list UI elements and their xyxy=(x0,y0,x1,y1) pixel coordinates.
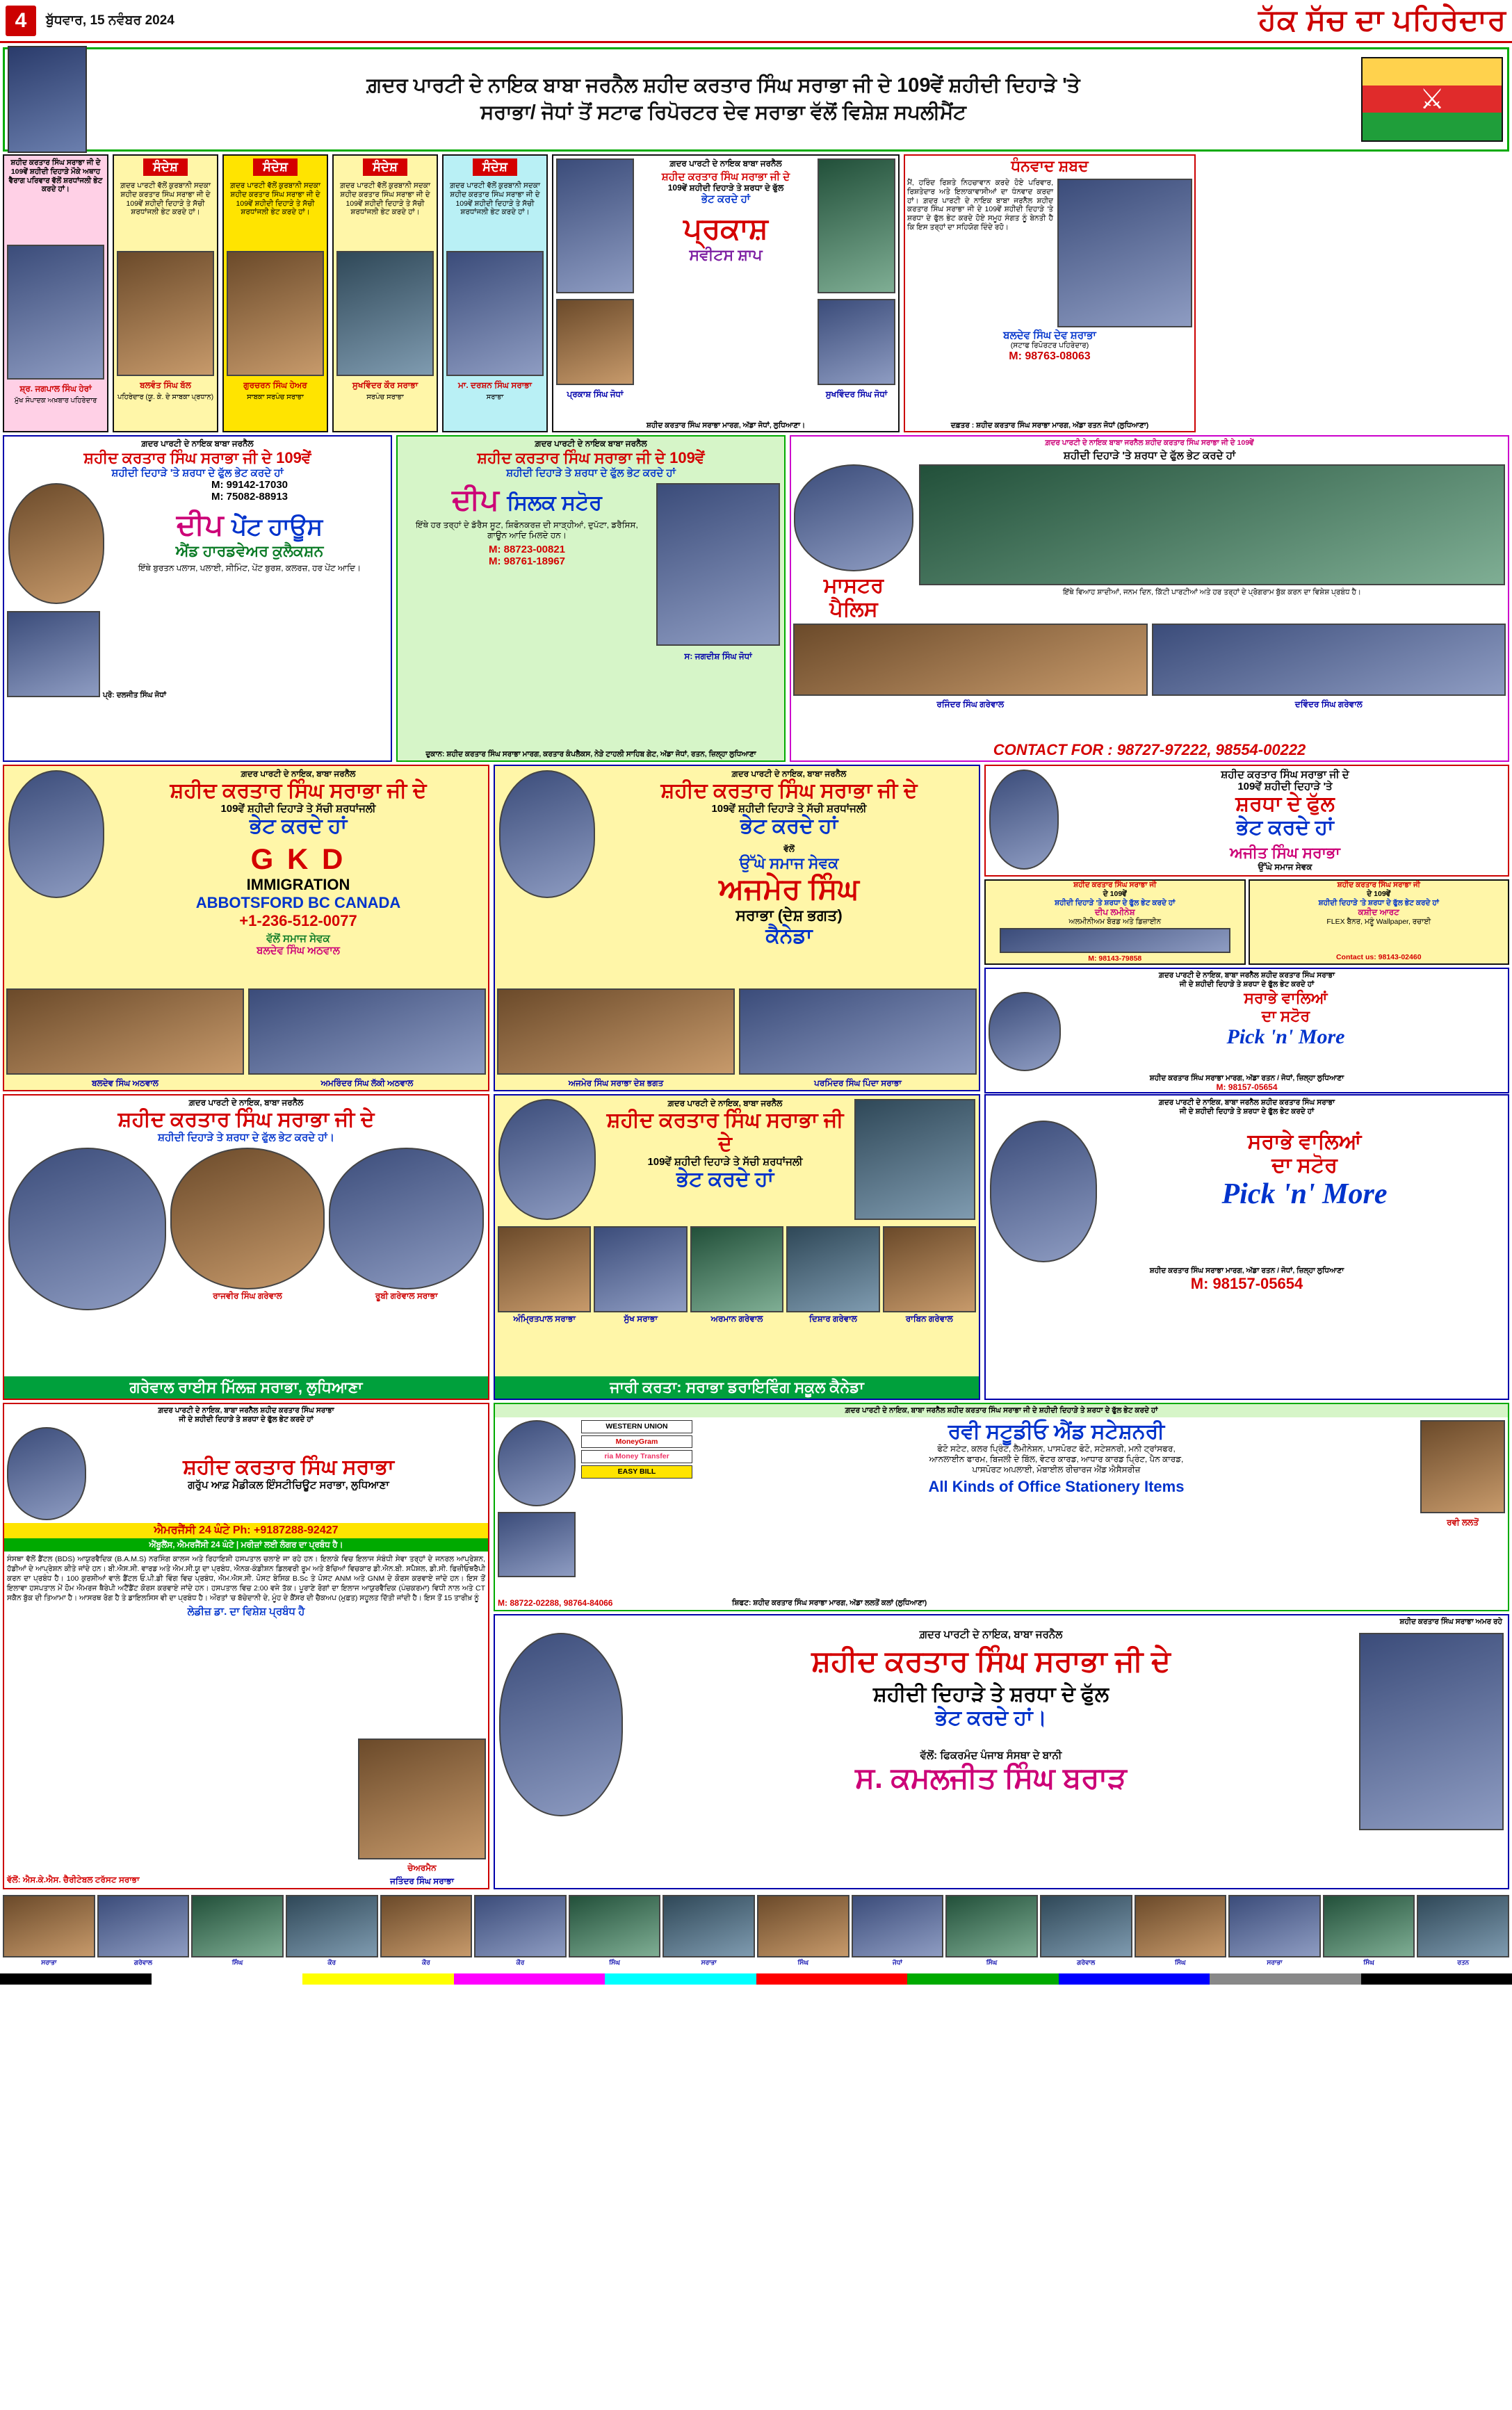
person-name-right: ਪਰਮਿੰਦਰ ਸਿੰਘ ਪਿੰਦਾ ਸਰਾਭਾ xyxy=(814,1078,902,1088)
brand-name-1: ਸਰਾਭੇ ਵਾਲਿਆਂ xyxy=(1247,1130,1362,1153)
strip-item xyxy=(1040,1895,1132,1968)
chairman-role: ਚੇਅਰਮੈਨ xyxy=(407,1863,437,1873)
person-name: ਸਿੰਘ xyxy=(1175,1959,1186,1966)
dev-sarabha-photo xyxy=(1057,179,1192,327)
person-photo xyxy=(117,251,214,376)
person-photo xyxy=(945,1895,1038,1957)
person-photo xyxy=(1417,1895,1509,1957)
row-medical-stationery xyxy=(0,1403,1512,1892)
ad-line-1: ਗ਼ਦਰ ਪਾਰਟੀ ਦੇ ਨਾਇਕ, ਬਾਬਾ ਜਰਨੈਲ xyxy=(667,1098,783,1108)
student-photo xyxy=(594,1226,687,1312)
strip-item xyxy=(757,1895,850,1968)
ad-line-3: ਸ਼ਹੀਦੀ ਦਿਹਾੜੇ ਤੇ ਸ਼ਰਧਾ ਦੇ ਫੁੱਲ ਭੇਟ ਕਰਦੇ ਹਾਂ। xyxy=(158,1132,334,1143)
easybill-logo: EASY BILL xyxy=(581,1465,692,1479)
tribute-text: ਸ਼ਹੀਦ ਕਰਤਾਰ ਸਿੰਘ ਸਰਾਭਾ ਜੀ ਦੇ 109ਵੇਂ ਸ਼ਹੀਦੀ ਦਿਹਾੜੇ ਮੌਕੇ ਅਥਾਹ ਵੈਰਾਗ ਪਰਿਵਾਰ ਵੱਲੋਂ ਸ਼ਰਧਾਂਜਲੀ ਭੇਟ ਕਰਦੇ ਹਾਂ। xyxy=(8,158,103,194)
page-number: 4 xyxy=(6,6,36,36)
brand-name: ਪ੍ਰਕਾਸ਼ xyxy=(683,212,768,245)
row-rice-driving xyxy=(0,1094,1512,1403)
ad-line-1: ਗ਼ਦਰ ਪਾਰਟੀ ਦੇ ਨਾਇਕ, ਬਾਬਾ ਜਰਨੈਲ xyxy=(241,769,356,779)
ad-line-2: ਸ਼ਹੀਦ ਕਰਤਾਰ ਸਿੰਘ ਸਰਾਭਾ ਜੀ ਦੇ xyxy=(660,779,918,802)
ad-phone[interactable]: M: 98157-05654 xyxy=(1190,1275,1303,1293)
person-role: ਸਰਪੰਚ ਸਰਾਭਾ xyxy=(366,393,404,401)
ad-line-1: ਗ਼ਦਰ ਪਾਰਟੀ ਦੇ ਨਾਇਕ, ਬਾਬਾ ਜਰਨੈਲ xyxy=(188,1098,304,1107)
ad-line-2: ਸ਼ਹੀਦ ਕਰਤਾਰ ਸਿੰਘ ਸਰਾਭਾ ਜੀ ਦੇ xyxy=(117,1108,375,1131)
ad-line-1: ਸ਼ਹੀਦ ਕਰਤਾਰ ਸਿੰਘ ਸਰਾਭਾ ਜੀ xyxy=(1337,881,1420,889)
ad-phone-2[interactable]: M: 98761-18967 xyxy=(488,555,566,567)
brand-subtitle: ਅਲਮੀਨੀਅਮ ਬੋਰਡ ਅਤੇ ਡਿਜ਼ਾਈਨ xyxy=(1068,918,1162,927)
strip-item xyxy=(1417,1895,1509,1968)
student-name: ਸੁੱਖ ਸਰਾਭਾ xyxy=(624,1314,658,1324)
owner-photo xyxy=(1000,928,1230,953)
ad-line-1: ਗ਼ਦਰ ਪਾਰਟੀ ਦੇ ਨਾਇਕ, ਬਾਬਾ ਜਰਨੈਲ xyxy=(919,1628,1063,1640)
crossed-swords-icon: ⚔ xyxy=(1420,84,1445,115)
institute-subtitle: ਗਰੁੱਪ ਆਫ਼ ਮੈਡੀਕਲ ਇੰਸਟੀਚਿਊਟ ਸਰਾਭਾ, ਲੁਧਿਆਣਾ xyxy=(188,1479,389,1492)
ad-phone[interactable]: M: 98143-79858 xyxy=(1088,954,1142,963)
strip-item xyxy=(945,1895,1038,1968)
person-photo-left xyxy=(497,988,735,1075)
ad-contact[interactable]: Contact us: 98143-02460 xyxy=(1335,953,1422,962)
person-photo xyxy=(380,1895,473,1957)
ad-line-2: ਜੀ ਦੇ ਸ਼ਹੀਦੀ ਦਿਹਾੜੇ ਤੇ ਸ਼ਰਧਾ ਦੇ ਫੁੱਲ ਭੇਟ ਕਰਦੇ ਹਾਂ xyxy=(179,1415,314,1424)
ad-phone[interactable]: +1-236-512-0077 xyxy=(239,912,357,929)
person-name: ਰਤਨ xyxy=(1457,1959,1470,1966)
owner-photo-2 xyxy=(1152,624,1506,696)
ad-kashid-art xyxy=(1249,879,1510,965)
person-name: ਕੌਰ xyxy=(327,1959,336,1966)
print-registration-colorbar xyxy=(0,1973,1512,1985)
ad-line-1: ਗ਼ਦਰ ਪਾਰਟੀ ਦੇ ਨਾਇਕ ਬਾਬਾ ਜਰਨੈਲ ਸ਼ਹੀਦ ਕਰਤਾਰ ਸਿੰਘ ਸਰਾਭਾ ਜੀ ਦੇ 109ਵੇਂ xyxy=(1045,439,1254,447)
brand-name-2: ਆਰਟ xyxy=(1379,907,1399,918)
ad-deep-silk-store xyxy=(396,435,786,762)
brand-name-en: Pick 'n' More xyxy=(1221,1178,1388,1210)
sandesh-ribbon: ਸੰਦੇਸ਼ xyxy=(363,158,407,176)
student-name: ਅੰਮ੍ਰਿਤਪਾਲ ਸਰਾਭਾ xyxy=(513,1314,576,1324)
ad-line-2: 109ਵੇਂ ਸ਼ਹੀਦੀ ਦਿਹਾੜੇ 'ਤੇ xyxy=(1237,781,1333,792)
student-name: ਰਾਬਿਨ ਗਰੇਵਾਲ xyxy=(905,1314,953,1324)
venue-photo xyxy=(919,464,1505,585)
ad-name: ਸ. ਕਮਲਜੀਤ ਸਿੰਘ ਬਰਾੜ xyxy=(855,1761,1127,1794)
ad-role: ਉੱਘੇ ਸਮਾਜ ਸੇਵਕ xyxy=(1258,862,1312,872)
person-photo xyxy=(3,1895,95,1957)
sarabha-photo xyxy=(7,1427,86,1520)
ad-line-3: 109ਵੇਂ ਸ਼ਹੀਦੀ ਦਿਹਾੜੇ ਤੇ ਸੱਚੀ ਸ਼ਰਧਾਂਜਲੀ xyxy=(647,1156,803,1168)
student-photo xyxy=(786,1226,879,1312)
person-name: ਕੌਰ xyxy=(421,1959,430,1966)
ad-footer: ਜਾਰੀ ਕਰਤਾ: ਸਰਾਭਾ ਡਰਾਇਵਿੰਗ ਸਕੂਲ ਕੈਨੇਡਾ xyxy=(495,1376,979,1399)
sarabha-photo xyxy=(990,1121,1097,1262)
ad-line-1: ਗ਼ਦਰ ਪਾਰਟੀ ਦੇ ਨਾਇਕ, ਬਾਬਾ ਜਰਨੈਲ ਸ਼ਹੀਦ ਕਰਤਾਰ ਸਿੰਘ ਸਰਾਭਾ xyxy=(1158,1098,1335,1107)
student-name: ਦਿਸ਼ਾਰ ਗਰੇਵਾਲ xyxy=(808,1314,857,1324)
strip-item xyxy=(474,1895,567,1968)
person-role: ਮੁੱਖ ਸੰਪਾਦਕ ਅਖ਼ਬਾਰ ਪਹਿਰੇਦਾਰ xyxy=(14,397,97,405)
owner-name: ਪ੍ਰੋ: ਦਲਜੀਤ ਸਿੰਘ ਜੋਧਾਂ xyxy=(103,691,166,700)
strip-item xyxy=(97,1895,190,1968)
brand-name-1: ਸਰਾਭੇ ਵਾਲਿਆਂ xyxy=(1244,988,1328,1007)
owner-name-2: ਦਵਿੰਦਰ ਸਿੰਘ ਗਰੇਵਾਲ xyxy=(1294,699,1363,709)
person-photo xyxy=(852,1895,944,1957)
brand-name-2: ਦਾ ਸਟੋਰ xyxy=(1271,1153,1338,1177)
brand-name-2: ਪੇਂਟ ਹਾਊਸ xyxy=(231,514,323,540)
person-name-1: ਰਾਜਵੀਰ ਸਿੰਘ ਗਰੇਵਾਲ xyxy=(213,1291,282,1301)
student-photo xyxy=(883,1226,976,1312)
ad-by-name: ਬਲਦੇਵ ਸਿੰਘ ਅਠਵਾਲ xyxy=(257,945,340,956)
institute-title: ਸ਼ਹੀਦ ਕਰਤਾਰ ਸਿੰਘ ਸਰਾਭਾ xyxy=(183,1456,394,1479)
person-photo xyxy=(662,1895,755,1957)
person-photo-1 xyxy=(170,1148,325,1289)
person-name-left: ਬਲਦੇਵ ਸਿੰਘ ਅਠਵਾਲ xyxy=(92,1078,158,1088)
thanks-title: ਧੰਨਵਾਦ ਸ਼ਬਦ xyxy=(1011,157,1089,174)
person-name: ਸਿੰਘ xyxy=(609,1959,620,1966)
person-photo-right xyxy=(739,988,977,1075)
sarabha-photo xyxy=(8,1148,166,1310)
emergency-line[interactable]: ਐਮਰਜੈਂਸੀ 24 ਘੰਟੇ Ph: +9187288-92427 xyxy=(4,1523,488,1538)
thanks-role: (ਸਟਾਫ ਰਿਪੋਰਟਰ ਪਹਿਰੇਦਾਰ) xyxy=(1010,341,1089,350)
ad-line-2: ਦੇ 109ਵੇਂ xyxy=(1103,889,1127,898)
thanks-phone[interactable]: M: 98763-08063 xyxy=(1009,350,1091,362)
ad-line-1: ਗ਼ਦਰ ਪਾਰਟੀ ਦੇ ਨਾਇਕ, ਬਾਬਾ ਜਰਨੈਲ ਸ਼ਹੀਦ ਕਰਤਾਰ ਸਿੰਘ ਸਰਾਭਾ ਜੀ ਦੇ ਸ਼ਹੀਦੀ ਦਿਹਾੜੇ ਤੇ ਸ਼ਰਧਾ ਦੇ ਫੁੱਲ ਭੇਟ ਕਰਦੇ ਹਾਂ xyxy=(495,1404,1508,1417)
ad-ajit-singh-sarabha xyxy=(984,765,1509,877)
ad-grewal-rice-mills xyxy=(3,1094,489,1400)
ad-line-2: ਸ਼ਹੀਦ ਕਰਤਾਰ ਸਿੰਘ ਸਰਾਭਾ ਜੀ ਦੇ xyxy=(606,1109,844,1155)
ad-line-3: 109ਵੇਂ ਸ਼ਹੀਦੀ ਦਿਹਾੜੇ ਤੇ ਸੱਚੀ ਸ਼ਰਧਾਂਜਲੀ xyxy=(220,803,376,815)
tagline: All Kinds of Office Stationery Items xyxy=(928,1477,1185,1495)
person-role: ਪਹਿਰੇਦਾਰ (ਯੂ. ਕੇ. ਦੇ ਸਾਬਕਾ ਪ੍ਰਧਾਨ) xyxy=(117,393,214,401)
brand-name-2: ਦਾ ਸਟੋਰ xyxy=(1261,1007,1310,1025)
ad-line-3: 109ਵੇਂ ਸ਼ਹੀਦੀ ਦਿਹਾੜੇ ਤੇ ਸ਼ਰਧਾ ਦੇ ਫੁੱਲ xyxy=(667,183,784,193)
sarabha-photo xyxy=(498,1099,596,1220)
services-1: ਫੋਟੋ ਸਟੇਟ, ਕਲਰ ਪ੍ਰਿੰਟ, ਲੈਮੀਨੇਸ਼ਨ, ਪਾਸਪੋਰਟ ਫੋਟੋ, ਸਟੇਸ਼ਨਰੀ, ਮਨੀ ਟ੍ਰਾਂਸਫਰ, xyxy=(937,1443,1176,1454)
ad-contact[interactable]: CONTACT FOR : 98727-97222, 98554-00222 xyxy=(993,741,1306,758)
ad-address: ਸ਼ਿਫਟ: ਸ਼ਹੀਦ ਕਰਤਾਰ ਸਿੰਘ ਸਰਾਭਾ ਮਾਰਗ, ਅੱਡਾ ਲਲਤੋਂ ਕਲਾਂ (ਲੁਧਿਆਣਾ) xyxy=(732,1599,927,1608)
owner-photo xyxy=(1420,1420,1505,1513)
person-name: ਸਿੰਘ xyxy=(1363,1959,1374,1966)
masthead-date: ਬੁੱਧਵਾਰ, 15 ਨਵੰਬਰ 2024 xyxy=(46,13,174,28)
ad-line-4: ਭੇਟ ਕਰਦੇ ਹਾਂ xyxy=(701,193,751,205)
strip-item xyxy=(1135,1895,1227,1968)
ad-line-1: ਸ਼ਹੀਦ ਕਰਤਾਰ ਸਿੰਘ ਸਰਾਭਾ ਜੀ ਦੇ xyxy=(1221,769,1349,781)
supplement-header-banner xyxy=(3,47,1509,152)
person-photo xyxy=(474,1895,567,1957)
owner-photo xyxy=(656,483,780,646)
row-shops xyxy=(0,435,1512,765)
strip-item xyxy=(569,1895,661,1968)
ad-sarabha-driving-school xyxy=(494,1094,980,1400)
ad-ravi-studio-stationery xyxy=(494,1403,1509,1611)
ad-line-2: ਸ਼ਹੀਦ ਕਰਤਾਰ ਸਿੰਘ ਸਰਾਭਾ ਜੀ ਦੇ xyxy=(170,779,427,802)
ad-phone-2[interactable]: M: 75082-88913 xyxy=(211,491,288,503)
thanks-body: ਮੈਂ, ਹਰਿੰਦ ਰਿਸ਼ਤੇ ਨਿਹਚਾਵਾਨ ਕਰਦੇ ਹੋਏ ਪਰਿਵਾਰ, ਰਿਸ਼ਤੇਦਾਰ ਅਤੇ ਇਲਾਕਾਵਾਸੀਆਂ ਦਾ ਧੰਨਵਾਦ ਕਰਦਾ ਹਾਂ। ਗ਼ਦਰ ਪਾਰਟੀ ਦੇ ਨਾਇਕ ਬਾਬਾ ਜਰਨੈਲ ਸ਼ਹੀਦ ਕਰਤਾਰ ਸਿੰਘ ਸਰਾਭਾ ਜੀ ਦੇ 109ਵੇਂ ਸ਼ਹੀਦੀ ਦਿਹਾੜੇ 'ਤੇ ਸ਼ਰਧਾ ਦੇ ਫੁੱਲ ਭੇਟ ਕਰਦੇ ਹੋਏ ਸਮੂਹ ਸੰਗਤ ਨੂੰ ਬੇਨਤੀ ਹੈ ਕਿ ਇਸ ਤਰ੍ਹਾਂ ਦਾ ਸਹਿਯੋਗ ਦਿੰਦੇ ਰਹੋ। xyxy=(907,179,1053,231)
ad-line-3: 109ਵੇਂ ਸ਼ਹੀਦੀ ਦਿਹਾੜੇ ਤੇ ਸੱਚੀ ਸ਼ਰਧਾਂਜਲੀ xyxy=(711,803,867,815)
owner-name-right: ਸੁਖਵਿੰਦਰ ਸਿੰਘ ਜੋਧਾਂ xyxy=(825,389,888,399)
brand-name: G K D xyxy=(250,842,346,875)
ad-line-3: ਭੇਟ ਕਰਦੇ ਹਾਂ। xyxy=(935,1706,1047,1729)
person-photo xyxy=(336,251,434,376)
ad-line-3: ਸ਼ਰਧਾ ਦੇ ਫੁੱਲ xyxy=(1235,792,1335,815)
person-photo xyxy=(227,251,324,376)
owner-photo-left xyxy=(556,299,634,385)
ad-line-1: ਗ਼ਦਰ ਪਾਰਟੀ ਦੇ ਨਾਇਕ, ਬਾਬਾ ਜਰਨੈਲ ਸ਼ਹੀਦ ਕਰਤਾਰ ਸਿੰਘ ਸਰਾਭਾ xyxy=(158,1406,334,1415)
tribute-text: ਗ਼ਦਰ ਪਾਰਟੀ ਵੱਲੋਂ ਕੁਰਬਾਨੀ ਸਦਕਾ ਸ਼ਹੀਦ ਕਰਤਾਰ ਸਿੰਘ ਸਰਾਭਾ ਜੀ ਦੇ 109ਵੇਂ ਸ਼ਹੀਦੀ ਦਿਹਾੜੇ ਤੇ ਸੱਚੀ ਸ਼ਰਧਾਂਜਲੀ ਭੇਟ ਕਰਦੇ ਹਾਂ। xyxy=(229,181,321,217)
printer-photo xyxy=(498,1512,576,1577)
brand-name-2: ਪੈਲਿਸ xyxy=(829,597,878,621)
ad-tags: FLEX ਬੈਨਰ, ਮਣੂੰ Wallpaper, ਰਚਾਈ xyxy=(1326,918,1431,927)
ad-line-1: ਸ਼ਹੀਦ ਕਰਤਾਰ ਸਿੰਘ ਸਰਾਭਾ ਜੀ xyxy=(1073,881,1157,889)
sarabha-photo xyxy=(498,1420,576,1506)
ad-line-4: ਭੇਟ ਕਰਦੇ ਹਾਂ xyxy=(740,815,838,838)
brand-subtitle: ਐਂਡ ਹਾਰਡਵੇਅਰ ਕੁਲੈਕਸ਼ਨ xyxy=(175,542,324,560)
owner-photo-1 xyxy=(793,624,1148,696)
ad-phone[interactable]: M: 88722-02288, 98764-84066 xyxy=(498,1598,613,1609)
tribute-card-sarpanch xyxy=(332,154,438,432)
ad-description: ਇੱਥੇ ਹਰ ਤਰ੍ਹਾਂ ਦੇ ਡੱਰੈਸ ਸੂਟ, ਸ਼ਿਫੋਨਕਰਜ਼ ਦੀ ਸਾੜ੍ਹੀਆਂ, ਦੁਪੱਟਾ, ਡਰੈਸਿਸ, ਗਾਊਨ ਆਦਿ ਮਿਲਦੇ ਹਨ। xyxy=(416,520,638,540)
brand-name: ਰਵੀ ਸਟੂਡੀਓ ਐਂਡ ਸਟੇਸ਼ਨਰੀ xyxy=(948,1419,1165,1443)
ghadar-party-flag xyxy=(1361,57,1503,142)
person-photo xyxy=(569,1895,661,1957)
person-role: ਸਾਬਕਾ ਸਰਪੰਚ ਸਰਾਭਾ xyxy=(247,393,304,401)
ad-place-1: ਸਰਾਭਾ (ਦੇਸ਼ ਭਗਤ) xyxy=(735,906,843,924)
thanks-name: ਬਲਦੇਵ ਸਿੰਘ ਦੇਵ ਸ਼ਰਾਭਾ xyxy=(1003,329,1096,341)
person-name: ਸਿੰਘ xyxy=(231,1959,243,1966)
person-photo-2 xyxy=(329,1148,484,1289)
sarabha-photo xyxy=(989,770,1059,870)
ad-line-4: ਭੇਟ ਕਰਦੇ ਹਾਂ xyxy=(676,1168,774,1191)
sarabha-photo xyxy=(556,158,634,293)
brand-name-en: Pick 'n' More xyxy=(1226,1025,1345,1048)
institute-body: ਸੰਸਥਾ ਵੱਲੋਂ ਡੈਂਟਲ (BDS) ਆਯੁਰਵੈਦਿਕ (B.A.M.S) ਨਰਸਿੰਗ ਕਾਲਜ ਅਤੇ ਰਿਹਾਇਸ਼ੀ ਹਸਪਤਾਲ ਚਲਾਏ ਜਾ ਰਹੇ ਹਨ। ਇਲਾਕੇ ਵਿਚ ਇਲਾਜ ਸੰਬੰਧੀ ਸੇਵਾ ਤਰ੍ਹਾਂ ਦੇ ਜਨਰਲ ਆਪ੍ਰੇਸ਼ਨ, ਹੱਡੀਆਂ ਦੇ ਆਪ੍ਰੇਸ਼ਨ ਕੀਤੇ ਜਾਂਦੇ ਹਨ। ਬੀ.ਐਸ.ਸੀ. ਵਾਰਡ ਅਤੇ ਐਮ.ਸੀ.ਯੂ ਦਾ ਪ੍ਰਬੰਧ, ਐਨਕ-ਕੰਡੀਸ਼ਨ ਡਿਲਵਰੀ ਰੂਮ ਅਤੇ ਬੱਚਿਆਂ ਵਿਚਕਾਰ ਡੀ.ਐਨ.ਬੀ. ਸਪੈਸ਼ਲ, ਡੀ.ਸੀ. ਫਿਜ਼ੀਓਥਰੈਪੀ ਕਰਨ ਦਾ ਪ੍ਰਬੰਧ ਹੈ। 100 ਕੁਰਸੀਆਂ ਵਾਲੇ ਡੈਂਟਲ ਓ.ਪੀ.ਡੀ ਵਿੰਗ ਵਿਚ ਪ੍ਰਬੰਧ, ਐਮ.ਐਸ.ਸੀ. ਪੋਸਟ ਬੇਸਿਕ B.Sc ਤੇ ਪੋਸਟ ANM ਅਤੇ GNM ਦੇ ਕੋਰਸ ਕਰਵਾਏ ਜਾਂਦੇ ਹਨ। ਇਸ ਤੋਂ ਇਲਾਵਾ ਹਸਪਤਾਲ ਮੇਂ ਹੋਮ ਐਮਰਜ ਥੈਰੇਪੀ ਅਟੈਂਡੈਂਟ ਕੋਰਸ ਕਰਵਾਏ ਜਾਂਦੇ ਹਨ। ਹਸਪਤਾਲ ਵਿਚ 2:00 ਵਜੇ ਤੱਕ। ਪੂਰਾਣੇ ਰੋਗਾਂ ਦਾ ਇਲਾਜ ਆਯੁਰਵੈਦਿਕ (ਪੰਚਕਰਮਾ) ਵਿਧੀ ਨਾਲ ਅਤੇ CT ਸਕੈਨ ਬੁੱਕ ਦੀ ਤਿਆਮਾ ਹੈ। ਆਸਰਥ ਰੋਗ ਹੈ ਤੇ ਡਾਇਲਸਿਸ ਵੀ ਦਾ ਪ੍ਰਬੰਧ ਹੈ। ਔਰਤਾਂ 'ਚ ਬੱਚੇਦਾਨੀ ਦੇ, ਮੂੰਹ ਦੇ ਕੈਂਸਰ ਦੀ ਚੈਕਅਪ (ਮੁਫ਼ਤ) ਸਹੂਲਤ ਦਿੱਤੀ ਜਾਂਦੀ ਹੈ। ਇਸ ਤੋਂ 15 ਤਾਰੀਖ਼ ਨੂੰ xyxy=(7,1554,485,1603)
masthead-title: ਹੱਕ ਸੱਚ ਦਾ ਪਹਿਰੇਦਾਰ xyxy=(1258,3,1506,36)
strip-item xyxy=(1228,1895,1321,1968)
ad-ajmer-singh xyxy=(494,765,980,1091)
ad-top-right: ਸ਼ਹੀਦ ਕਰਤਾਰ ਸਿੰਘ ਸਰਾਭਾ ਅਮਰ ਰਹੇ xyxy=(1399,1618,1502,1626)
ad-phone-1[interactable]: M: 88723-00821 xyxy=(488,544,566,555)
ad-by: ਵੱਲੋਂ ਸਮਾਜ ਸੇਵਕ xyxy=(266,933,330,945)
ad-line-3: ਸ਼ਹੀਦੀ ਦਿਹਾੜੇ ਤੇ ਸ਼ਰਧਾ ਦੇ ਫੁੱਲ ਭੇਟ ਕਰਦੇ ਹਾਂ xyxy=(506,467,676,479)
person-name: ਜੋਧਾਂ xyxy=(892,1959,902,1966)
ad-line-2: ਜੀ ਦੇ ਸ਼ਹੀਦੀ ਦਿਹਾੜੇ ਤੇ ਸ਼ਰਧਾ ਦੇ ਫੁੱਲ ਭੇਟ ਕਰਦੇ ਹਾਂ xyxy=(1179,1107,1315,1116)
brand-name-2: ਸਿਲਕ ਸਟੋਰ xyxy=(507,491,602,514)
owner-photo-right xyxy=(818,299,895,385)
chairman-name: ਜਤਿੰਦਰ ਸਿੰਘ ਸਰਾਭਾ xyxy=(390,1876,454,1886)
ad-line-3: ਸ਼ਹੀਦੀ ਦਿਹਾੜੇ 'ਤੇ ਸ਼ਰਧਾ ਦੇ ਫੁੱਲ ਭੇਟ ਕਰਦੇ ਹਾਂ xyxy=(1055,898,1176,907)
person-role: ਸਰਾਭਾ xyxy=(486,393,504,401)
ad-name: ਅਜਮੇਰ ਸਿੰਘ xyxy=(719,872,859,905)
ambulance-line: ਐਂਬੂਲੈਂਸ, ਐਮਰਜੈਂਸੀ 24 ਘੰਟੇ | ਮਰੀਜ਼ਾਂ ਲਈ ਲੰਗਰ ਦਾ ਪ੍ਰਬੰਧ ਹੈ। xyxy=(4,1538,488,1552)
strip-item xyxy=(286,1895,378,1968)
strip-item xyxy=(191,1895,284,1968)
person-photo xyxy=(1323,1895,1415,1957)
ad-line-1: ਗ਼ਦਰ ਪਾਰਟੀ ਦੇ ਨਾਇਕ, ਬਾਬਾ ਜਰਨੈਲ ਸ਼ਹੀਦ ਕਰਤਾਰ ਸਿੰਘ ਸਰਾਭਾ xyxy=(1158,970,1335,979)
ad-description: ਇੱਥੇ ਵਿਆਹ ਸ਼ਾਦੀਆਂ, ਜਨਮ ਦਿਨ, ਕਿੱਟੀ ਪਾਰਟੀਆਂ ਅਤੇ ਹਰ ਤਰ੍ਹਾਂ ਦੇ ਪ੍ਰੋਗਰਾਮ ਬੁੱਕ ਕਰਨ ਦਾ ਵਿਸ਼ੇਸ਼ ਪ੍ਰਬੰਧ ਹੈ। xyxy=(1062,587,1362,596)
person-name-right: ਅਮਰਿੰਦਰ ਸਿੰਘ ਲੱਕੀ ਅਠਵਾਲ xyxy=(320,1078,414,1088)
ad-place: ABBOTSFORD BC CANADA xyxy=(195,894,401,911)
person-photo xyxy=(446,251,544,376)
person-name: ਸਿੰਘ xyxy=(986,1959,998,1966)
ad-phone[interactable]: M: 98157-05654 xyxy=(1216,1082,1278,1093)
ad-line-1: ਗ਼ਦਰ ਪਾਰਟੀ ਦੇ ਨਾਇਕ ਬਾਬਾ ਜਰਨੈਲ xyxy=(669,158,782,168)
ad-by: ਵੱਲੋਂ xyxy=(783,844,795,854)
person-photo xyxy=(97,1895,190,1957)
brand-name: ਦੀਪ xyxy=(452,483,499,516)
row-immigration xyxy=(0,765,1512,1094)
strip-item xyxy=(1323,1895,1415,1968)
ad-address: ਸ਼ਹੀਦ ਕਰਤਾਰ ਸਿੰਘ ਸਰਾਭਾ ਮਾਰਗ, ਅੱਡਾ ਰਤਨ / ਜੋਧਾਂ, ਜ਼ਿਲ੍ਹਾ ਲੁਧਿਆਣਾ xyxy=(1149,1073,1344,1082)
tribute-text: ਗ਼ਦਰ ਪਾਰਟੀ ਵੱਲੋਂ ਕੁਰਬਾਨੀ ਸਦਕਾ ਸ਼ਹੀਦ ਕਰਤਾਰ ਸਿੰਘ ਸਰਾਭਾ ਜੀ ਦੇ 109ਵੇਂ ਸ਼ਹੀਦੀ ਦਿਹਾੜੇ ਤੇ ਸੱਚੀ ਸ਼ਰਧਾਂਜਲੀ ਭੇਟ ਕਰਦੇ ਹਾਂ। xyxy=(339,181,431,217)
ad-line-2: ਸ਼ਹੀਦੀ ਦਿਹਾੜੇ 'ਤੇ ਸ਼ਰਧਾ ਦੇ ਫੁੱਲ ਭੇਟ ਕਰਦੇ ਹਾਂ xyxy=(1063,449,1236,462)
ad-name: ਅਜੀਤ ਸਿੰਘ ਸਰਾਭਾ xyxy=(1230,844,1340,861)
tribute-card-hair xyxy=(222,154,328,432)
ad-prakash-sweets xyxy=(552,154,900,432)
ad-line-2: ਸ਼ਹੀਦ ਕਰਤਾਰ ਸਿੰਘ ਸਰਾਭਾ ਜੀ ਦੇ xyxy=(661,171,790,183)
person-name: ਗਰੇਵਾਲ xyxy=(1077,1959,1096,1966)
decor-photo xyxy=(818,158,895,293)
sarabha-photo xyxy=(499,1633,623,1816)
ad-line-1: ਗ਼ਦਰ ਪਾਰਟੀ ਦੇ ਨਾਇਕ ਬਾਬਾ ਜਰਨੈਲ xyxy=(141,439,254,448)
tribute-card-darshan xyxy=(442,154,548,432)
person-name: ਗਰੇਵਾਲ xyxy=(133,1959,152,1966)
thanks-address: ਦਫ਼ਤਰ : ਸ਼ਹੀਦ ਕਰਤਾਰ ਸਿੰਘ ਸਰਾਭਾ ਮਾਰਗ, ਅੱਡਾ ਰਤਨ ਜੋਧਾਂ (ਲੁਧਿਆਣਾ) xyxy=(950,421,1149,430)
sandesh-ribbon: ਸੰਦੇਸ਼ xyxy=(143,158,188,176)
founder-photo xyxy=(8,483,104,604)
owner-name: ਸ: ਜਗਦੀਸ਼ ਸਿੰਘ ਜੋਧਾਂ xyxy=(684,651,752,661)
owner-name-left: ਪ੍ਰਕਾਸ਼ ਸਿੰਘ ਜੋਧਾਂ xyxy=(567,389,624,399)
ad-gkd-immigration xyxy=(3,765,489,1091)
sandesh-ribbon: ਸੰਦੇਸ਼ xyxy=(253,158,298,176)
person-photo xyxy=(1135,1895,1227,1957)
ad-line-2: ਜੀ ਦੇ ਸ਼ਹੀਦੀ ਦਿਹਾੜੇ ਤੇ ਸ਼ਰਧਾ ਦੇ ਫੁੱਲ ਭੇਟ ਕਰਦੇ ਹਾਂ xyxy=(1179,979,1315,988)
person-name: ਸਰਾਭਾ xyxy=(41,1959,57,1966)
brand-name-1: ਕਸ਼ੀਦ xyxy=(1358,907,1378,918)
ad-kamaljit-singh-brar xyxy=(494,1614,1509,1889)
institute-from: ਵੱਲੋਂ: ਐਸ.ਕੇ.ਐਸ. ਚੈਰੀਟੇਬਲ ਟਰੱਸਟ ਸਰਾਭਾ xyxy=(7,1875,140,1884)
brand-subtitle: ਸਵੀਟਸ ਸ਼ਾਪ xyxy=(689,246,763,263)
ad-medical-institute xyxy=(3,1403,489,1889)
strip-item xyxy=(852,1895,944,1968)
person-name: ਸਰਾਭਾ xyxy=(701,1959,717,1966)
person-photo xyxy=(191,1895,284,1957)
ad-phone-1[interactable]: M: 99142-17030 xyxy=(211,479,288,491)
person-name: ਸਰਾਭਾ xyxy=(1267,1959,1283,1966)
person-name: ਸ਼੍ਰ. ਜਗਪਾਲ ਸਿੰਘ ਹੇਰਾਂ xyxy=(19,384,92,393)
ad-title: ਸ਼ਹੀਦ ਕਰਤਾਰ ਸਿੰਘ ਸਰਾਭਾ ਜੀ ਦੇ xyxy=(811,1644,1171,1677)
bottom-photo-strip xyxy=(0,1892,1512,1971)
services-2: ਆਨਲਾਈਨ ਫਾਰਮ, ਬਿਜਲੀ ਦੇ ਬਿੱਲ, ਵੋਟਰ ਕਾਰਡ, ਆਧਾਰ ਕਾਰਡ ਪ੍ਰਿੰਟ, ਪੈਨ ਕਾਰਡ, xyxy=(929,1454,1184,1464)
tribute-card-heran xyxy=(3,154,108,432)
chairman-photo xyxy=(358,1739,486,1859)
strip-item xyxy=(3,1895,95,1968)
sarabha-portrait xyxy=(8,46,87,153)
ad-footer: ਗਰੇਵਾਲ ਰਾਈਸ ਮਿੱਲਜ਼ ਸਰਾਭਾ, ਲੁਧਿਆਣਾ xyxy=(4,1376,488,1399)
services-3: ਪਾਸਪੋਰਟ ਅਪਲਾਈ, ਮੋਬਾਈਲ ਰੀਚਾਰਜ ਐਂਡ ਐਸੈਸਰੀਜ਼ xyxy=(972,1464,1141,1474)
tribute-card-ball xyxy=(113,154,218,432)
brar-photo xyxy=(1359,1633,1504,1830)
sarabha-photo xyxy=(8,770,104,898)
brand-subtitle: IMMIGRATION xyxy=(246,876,350,893)
tribute-text: ਗ਼ਦਰ ਪਾਰਟੀ ਵੱਲੋਂ ਕੁਰਬਾਨੀ ਸਦਕਾ ਸ਼ਹੀਦ ਕਰਤਾਰ ਸਿੰਘ ਸਰਾਭਾ ਜੀ ਦੇ 109ਵੇਂ ਸ਼ਹੀਦੀ ਦਿਹਾੜੇ ਤੇ ਸੱਚੀ ਸ਼ਰਧਾਂਜਲੀ ਭੇਟ ਕਰਦੇ ਹਾਂ। xyxy=(120,181,211,217)
masthead xyxy=(0,0,1512,43)
student-name: ਅਰਮਾਨ ਗਰੇਵਾਲ xyxy=(710,1314,763,1324)
owner-photo xyxy=(7,611,100,697)
person-photo xyxy=(1040,1895,1132,1957)
person-photo xyxy=(1228,1895,1321,1957)
ad-address: ਸ਼ਹੀਦ ਕਰਤਾਰ ਸਿੰਘ ਸਰਾਭਾ ਮਾਰਗ, ਅੱਡਾ ਰਤਨ / ਜੋਧਾਂ, ਜ਼ਿਲ੍ਹਾ ਲੁਧਿਆਣਾ xyxy=(1149,1266,1344,1275)
ad-line-3: ਸ਼ਹੀਦੀ ਦਿਹਾੜੇ 'ਤੇ ਸ਼ਰਧਾ ਦੇ ਫੁੱਲ ਭੇਟ ਕਰਦੇ ਹਾਂ xyxy=(111,467,284,479)
person-photo-right xyxy=(248,988,486,1075)
person-name-2: ਰੂਬੀ ਗਰੇਵਾਲ ਸਰਾਭਾ xyxy=(375,1291,438,1301)
truck-photo xyxy=(854,1099,975,1220)
ad-line-2: ਦੇ 109ਵੇਂ xyxy=(1367,889,1391,898)
strip-item xyxy=(380,1895,473,1968)
person-name-left: ਅਜਮੇਰ ਸਿੰਘ ਸਰਾਭਾ ਦੇਸ਼ ਭਗਤ xyxy=(568,1078,664,1088)
ad-sarabe-store xyxy=(984,968,1509,1093)
person-name: ਮਾ. ਦਰਸ਼ਨ ਸਿੰਘ ਸਰਾਭਾ xyxy=(458,380,532,390)
ad-master-palace xyxy=(790,435,1509,762)
ad-address: ਸ਼ਹੀਦ ਕਰਤਾਰ ਸਿੰਘ ਸਰਾਭਾ ਮਾਰਗ, ਅੱਡਾ ਜੋਧਾਂ, ਲੁਧਿਆਣਾ। xyxy=(646,421,806,430)
header-line-1: ਗ਼ਦਰ ਪਾਰਟੀ ਦੇ ਨਾਇਕ ਬਾਬਾ ਜਰਨੈਲ ਸ਼ਹੀਦ ਕਰਤਾਰ ਸਿੰਘ ਸਰਾਭਾ ਜੀ ਦੇ 109ਵੇਂ ਸ਼ਹੀਦੀ ਦਿਹਾੜੇ 'ਤੇ xyxy=(366,74,1080,97)
strip-item xyxy=(662,1895,755,1968)
header-line-2: ਸਰਾਭਾ/ ਜੋਧਾਂ ਤੋਂ ਸਟਾਫ ਰਿਪੋਰਟਰ ਦੇਵ ਸਰਾਭਾ ਵੱਲੋਂ ਵਿਸ਼ੇਸ਼ ਸਪਲੀਮੈਂਟ xyxy=(480,101,966,124)
person-photo xyxy=(7,245,104,380)
ad-role: ਉੱਘੇ ਸਮਾਜ ਸੇਵਕ xyxy=(739,854,839,872)
ria-logo: ria Money Transfer xyxy=(581,1450,692,1463)
owner-name: ਰਵੀ ਲਲਤੋਂ xyxy=(1447,1517,1479,1527)
sarabha-photo xyxy=(499,770,595,898)
ad-deep-lamination xyxy=(984,879,1246,965)
ad-line-4: ਭੇਟ ਕਰਦੇ ਹਾਂ xyxy=(1236,816,1334,839)
brand-name: ਦੀਪ xyxy=(176,508,224,541)
ad-sarabe-store-dup xyxy=(984,1094,1509,1400)
person-photo-left xyxy=(6,988,244,1075)
sarabha-photo xyxy=(989,992,1061,1071)
owner-name-1: ਰਜਿੰਦਰ ਸਿੰਘ ਗਰੇਵਾਲ xyxy=(936,699,1005,709)
ad-line-2: ਸ਼ਹੀਦ ਕਰਤਾਰ ਸਿੰਘ ਸਰਾਭਾ ਜੀ ਦੇ 109ਵੇਂ xyxy=(477,449,705,466)
person-name: ਸਿੰਘ xyxy=(797,1959,809,1966)
brand-name-1: ਮਾਸਟਰ xyxy=(823,573,884,597)
person-name: ਗੁਰਚਰਨ ਸਿੰਘ ਹੇਅਰ xyxy=(243,380,307,390)
ad-place-2: ਕੈਨੇਡਾ xyxy=(765,925,813,947)
person-name: ਬਲਵੰਤ ਸਿੰਘ ਬੱਲ xyxy=(140,380,191,390)
ad-line-4: ਭੇਟ ਕਰਦੇ ਹਾਂ xyxy=(249,815,348,838)
person-name: ਸੁਖਵਿੰਦਰ ਕੌਰ ਸਰਾਭਾ xyxy=(352,380,418,390)
person-photo xyxy=(286,1895,378,1957)
brand-name: ਦੀਪ ਲਮੀਨੇਸ਼ xyxy=(1094,907,1135,918)
ad-line-2: ਸ਼ਹੀਦ ਕਰਤਾਰ ਸਿੰਘ ਸਰਾਭਾ ਜੀ ਦੇ 109ਵੇਂ xyxy=(83,449,311,466)
tribute-text: ਗ਼ਦਰ ਪਾਰਟੀ ਵੱਲੋਂ ਕੁਰਬਾਨੀ ਸਦਕਾ ਸ਼ਹੀਦ ਕਰਤਾਰ ਸਿੰਘ ਸਰਾਭਾ ਜੀ ਦੇ 109ਵੇਂ ਸ਼ਹੀਦੀ ਦਿਹਾੜੇ ਤੇ ਸੱਚੀ ਸ਼ਰਧਾਂਜਲੀ ਭੇਟ ਕਰਦੇ ਹਾਂ। xyxy=(449,181,541,217)
person-name: ਕੌਰ xyxy=(516,1959,525,1966)
ladies-note: ਲੇਡੀਜ਼ ਡਾ. ਦਾ ਵਿਸ਼ੇਸ਼ ਪ੍ਰਬੰਧ ਹੈ xyxy=(187,1606,305,1618)
student-photo xyxy=(690,1226,783,1312)
ad-by: ਵੱਲੋਂ: ਫਿਕਰਮੰਦ ਪੰਜਾਬ ਸੰਸਥਾ ਦੇ ਬਾਨੀ xyxy=(920,1749,1062,1761)
moneygram-logo: MoneyGram xyxy=(581,1435,692,1449)
ad-address: ਦੁਕਾਨ: ਸ਼ਹੀਦ ਕਰਤਾਰ ਸਿੰਘ ਸਰਾਭਾ ਮਾਰਗ, ਕਰਤਾਰ ਕੰਪਲੈਕਸ, ਨੇੜੇ ਟਾਹਲੀ ਸਾਹਿਬ ਗੇਟ, ਅੱਡਾ ਜੋਧਾਂ, ਰਤਨ, ਜ਼ਿਲ੍ਹਾ ਲੁਧਿਆਣਾ xyxy=(425,750,756,759)
sandesh-ribbon: ਸੰਦੇਸ਼ xyxy=(473,158,517,176)
sarabha-photo xyxy=(794,464,913,571)
ad-line-3: ਸ਼ਹੀਦੀ ਦਿਹਾੜੇ 'ਤੇ ਸ਼ਰਧਾ ਦੇ ਫੁੱਲ ਭੇਟ ਕਰਦੇ ਹਾਂ xyxy=(1318,898,1439,907)
ad-description: ਇੱਥੇ ਬੁਰਤਨ ਪਲਾਸ, ਪਲਾਈ, ਸੀਮਿੰਟ, ਪੇਂਟ ਬੁਰਸ਼, ਕਲਰਜ਼, ਹਰ ਪੇਂਟ ਆਦਿ। xyxy=(138,563,361,573)
ad-dhanvaad xyxy=(904,154,1196,432)
student-photo xyxy=(498,1226,591,1312)
ad-line-2: ਸ਼ਹੀਦੀ ਦਿਹਾੜੇ ਤੇ ਸ਼ਰਧਾ ਦੇ ਫੁੱਲ xyxy=(872,1682,1109,1706)
row-tributes xyxy=(0,152,1512,435)
person-photo xyxy=(757,1895,850,1957)
ad-line-1: ਗ਼ਦਰ ਪਾਰਟੀ ਦੇ ਨਾਇਕ ਬਾਬਾ ਜਰਨੈਲ xyxy=(535,439,647,448)
ad-line-1: ਗ਼ਦਰ ਪਾਰਟੀ ਦੇ ਨਾਇਕ, ਬਾਬਾ ਜਰਨੈਲ xyxy=(731,769,847,779)
western-union-logo: WESTERN UNION xyxy=(581,1420,692,1433)
ad-deep-paint-house xyxy=(3,435,392,762)
